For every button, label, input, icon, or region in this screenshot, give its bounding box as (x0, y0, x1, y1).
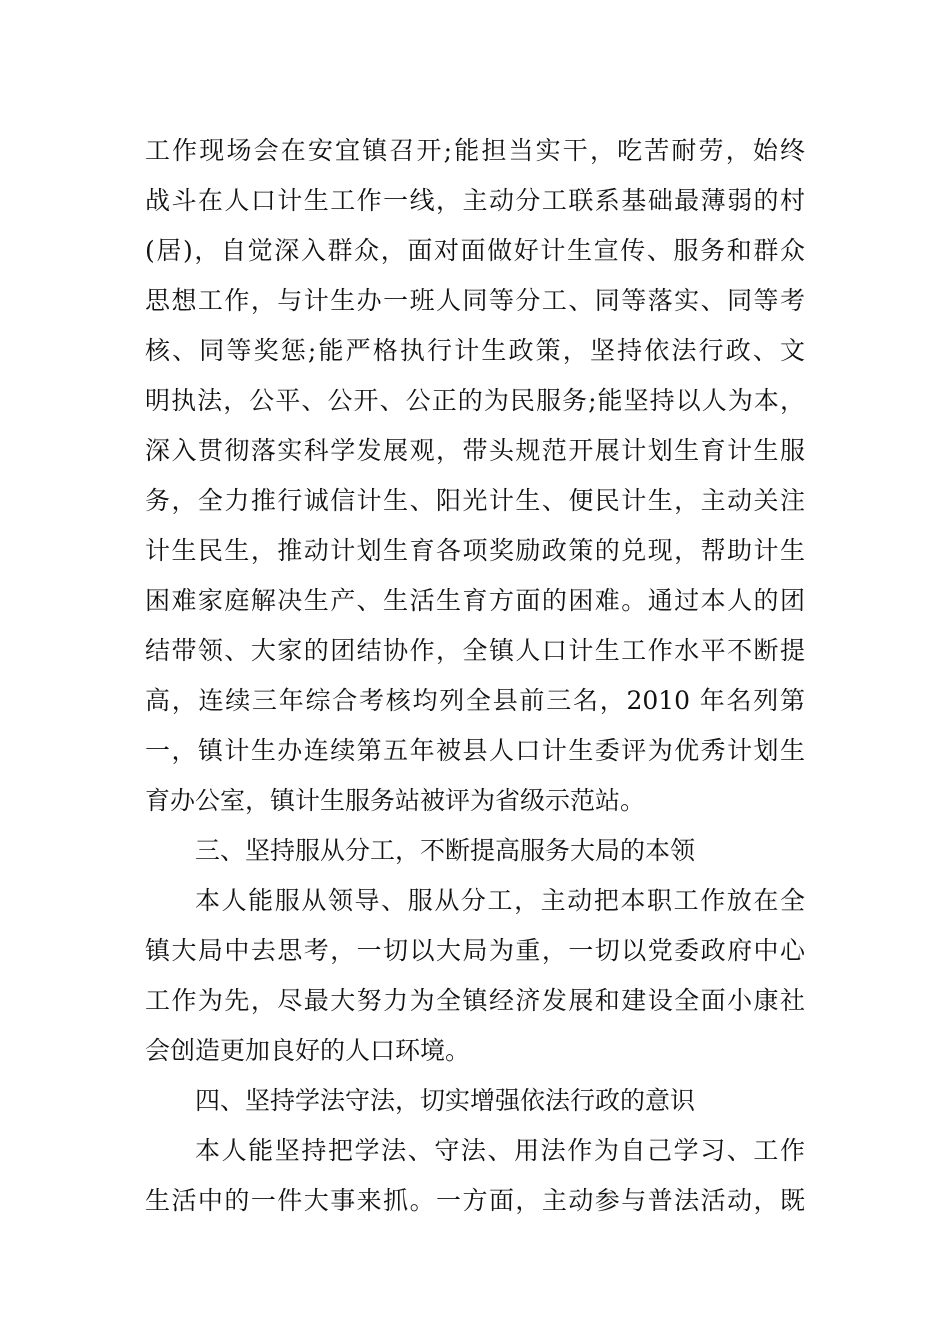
text-line: 镇大局中去思考，一切以大局为重，一切以党委政府中心 (145, 936, 805, 965)
text-line: 本人能坚持把学法、守法、用法作为自己学习、工作 (195, 1136, 805, 1165)
text-line: 计生民生，推动计划生育各项奖励政策的兑现，帮助计生 (145, 536, 805, 565)
section-heading: 三、坚持服从分工，不断提高服务大局的本领 (195, 836, 696, 865)
text-line: 一，镇计生办连续第五年被县人口计生委评为优秀计划生 (145, 736, 805, 765)
text-line: 工作为先，尽最大努力为全镇经济发展和建设全面小康社 (145, 986, 805, 1015)
text-line: 务，全力推行诚信计生、阳光计生、便民计生，主动关注 (145, 486, 805, 515)
text-line: 高，连续三年综合考核均列全县前三名，2010 年名列第 (145, 686, 805, 715)
text-line: (居)，自觉深入群众，面对面做好计生宣传、服务和群众 (145, 236, 805, 265)
text-line: 结带领、大家的团结协作，全镇人口计生工作水平不断提 (145, 636, 805, 665)
text-line: 思想工作，与计生办一班人同等分工、同等落实、同等考 (145, 286, 805, 315)
text-line: 本人能服从领导、服从分工，主动把本职工作放在全 (195, 886, 805, 915)
text-line: 育办公室，镇计生服务站被评为省级示范站。 (145, 786, 646, 815)
text-line: 工作现场会在安宜镇召开;能担当实干，吃苦耐劳，始终 (145, 136, 805, 165)
text-line: 困难家庭解决生产、生活生育方面的困难。通过本人的团 (145, 586, 805, 615)
text-line: 深入贯彻落实科学发展观，带头规范开展计划生育计生服 (145, 436, 805, 465)
text-line: 生活中的一件大事来抓。一方面，主动参与普法活动，既 (145, 1186, 805, 1215)
text-line: 明执法，公平、公开、公正的为民服务;能坚持以人为本， (145, 386, 805, 415)
text-line: 战斗在人口计生工作一线，主动分工联系基础最薄弱的村 (145, 186, 805, 215)
section-heading: 四、坚持学法守法，切实增强依法行政的意识 (195, 1086, 696, 1115)
text-line: 核、同等奖惩;能严格执行计生政策，坚持依法行政、文 (145, 336, 805, 365)
text-line: 会创造更加良好的人口环境。 (145, 1036, 471, 1065)
